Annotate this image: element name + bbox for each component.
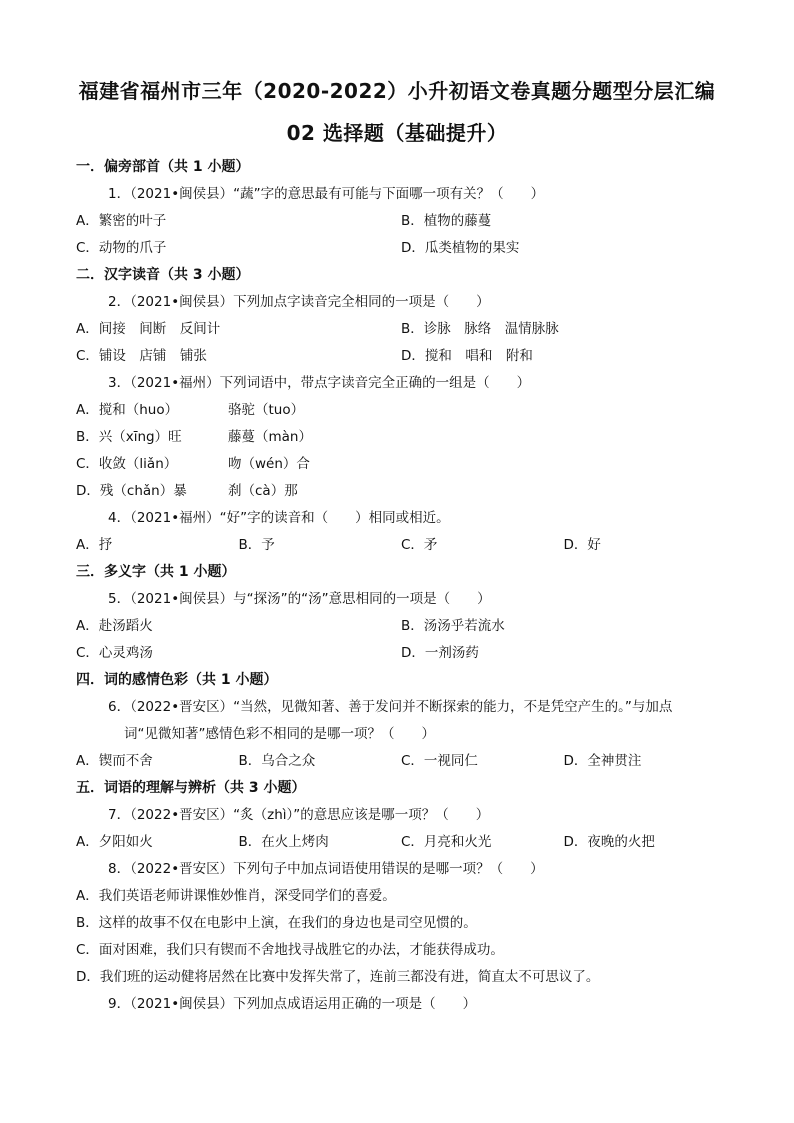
option-b-word1: B．兴（xīng）旺	[76, 429, 182, 445]
option-b: B．植物的藤蔓	[401, 213, 492, 229]
option-d: D．好	[563, 537, 601, 553]
option-d: D．一剂汤药	[401, 645, 479, 661]
question-5-options-row1	[76, 613, 726, 640]
question-8-option-b: B．这样的故事不仅在电影中上演，在我们的身边也是司空见惯的。	[76, 915, 477, 931]
option-a-word2: 骆驼（tuo）	[228, 402, 305, 418]
question-2-stem: 2．（2021•闽侯县）下列加点字读音完全相同的一项是（ ）	[108, 294, 490, 310]
option-a: A．锲而不舍	[76, 753, 153, 769]
option-d: D．瓜类植物的果实	[401, 240, 520, 256]
document-title-line1: 福建省福州市三年（2020-2022）小升初语文卷真题分题型分层汇编	[78, 79, 716, 103]
question-5-stem: 5．（2021•闽侯县）与“探汤”的“汤”意思相同的一项是（ ）	[108, 591, 491, 607]
document-title-line2: 02 选择题（基础提升）	[286, 121, 508, 145]
option-c-word2: 吻（wén）合	[228, 456, 310, 472]
question-6-stem-line2: 词“见微知著”感情色彩不相同的是哪一项？（ ）	[124, 726, 435, 742]
option-d: D．搅和 唱和 附和	[401, 348, 533, 364]
question-2-options-row1	[76, 316, 726, 343]
question-2-options-row2	[76, 343, 726, 370]
option-d: D．夜晚的火把	[563, 834, 655, 850]
option-b: B．乌合之众	[238, 753, 316, 769]
option-b: B．在火上烤肉	[238, 834, 329, 850]
question-3-option-c	[76, 451, 726, 478]
option-b: B．汤汤乎若流水	[401, 618, 505, 634]
section-heading-radicals: 一．偏旁部首（共 1 小题）	[76, 159, 250, 175]
option-c: C．铺设 店铺 铺张	[76, 348, 207, 364]
question-8-option-d: D．我们班的运动健将居然在比赛中发挥失常了，连前三都没有进，简直太不可思议了。	[76, 969, 600, 985]
question-6-options	[76, 748, 726, 775]
option-c: C．一视同仁	[401, 753, 478, 769]
section-heading-word-analysis: 五．词语的理解与辨析（共 3 小题）	[76, 780, 306, 796]
option-c-word1: C．收敛（liǎn）	[76, 456, 178, 472]
option-a: A．繁密的叶子	[76, 213, 167, 229]
option-c: C．动物的爪子	[76, 240, 167, 256]
question-7-stem: 7．（2022•晋安区）“炙（zhì）”的意思应该是哪一项？（ ）	[108, 807, 490, 823]
question-4-stem: 4．（2021•福州）“好”字的读音和（ ）相同或相近。	[108, 510, 450, 526]
option-c: C．月亮和火光	[401, 834, 492, 850]
option-c: C．心灵鸡汤	[76, 645, 153, 661]
question-1-stem: 1．（2021•闽侯县）“蔬”字的意思最有可能与下面哪一项有关？（ ）	[108, 186, 545, 202]
question-3-stem: 3．（2021•福州）下列词语中，带点字读音完全正确的一组是（ ）	[108, 375, 531, 391]
option-a: A．赴汤蹈火	[76, 618, 153, 634]
question-1-options-row1	[76, 208, 726, 235]
option-d-word1: D．残（chǎn）暴	[76, 483, 187, 499]
option-a-word1: A．搅和（huo）	[76, 402, 179, 418]
question-5-options-row2	[76, 640, 726, 667]
question-6-stem-line1: 6．（2022•晋安区）“当然，见微知著、善于发问并不断探索的能力，不是凭空产生的。”与加点	[108, 699, 673, 715]
question-3-option-b	[76, 424, 726, 451]
option-a: A．间接 间断 反间计	[76, 321, 221, 337]
question-9-stem: 9．（2021•闽侯县）下列加点成语运用正确的一项是（ ）	[108, 996, 477, 1012]
question-8-option-c: C．面对困难，我们只有锲而不舍地找寻战胜它的办法，才能获得成功。	[76, 942, 504, 958]
section-heading-pronunciation: 二．汉字读音（共 3 小题）	[76, 267, 250, 283]
section-heading-polysemy: 三．多义字（共 1 小题）	[76, 564, 236, 580]
question-3-option-a	[76, 397, 726, 424]
option-a: A．抒	[76, 537, 113, 553]
question-8-option-a: A．我们英语老师讲课惟妙惟肖，深受同学们的喜爱。	[76, 888, 396, 904]
question-8-stem: 8．（2022•晋安区）下列句子中加点词语使用错误的是哪一项？（ ）	[108, 861, 544, 877]
question-4-options	[76, 532, 726, 559]
section-heading-word-sentiment: 四．词的感情色彩（共 1 小题）	[76, 672, 278, 688]
option-b: B．予	[238, 537, 275, 553]
option-c: C．矛	[401, 537, 438, 553]
question-content	[76, 154, 726, 1018]
question-3-option-d	[76, 478, 726, 505]
question-1-options-row2	[76, 235, 726, 262]
option-a: A．夕阳如火	[76, 834, 153, 850]
option-b: B．诊脉 脉络 温情脉脉	[401, 321, 559, 337]
option-d: D．全神贯注	[563, 753, 642, 769]
option-b-word2: 藤蔓（màn）	[228, 429, 312, 445]
option-d-word2: 刹（cà）那	[228, 483, 298, 499]
question-7-options	[76, 829, 726, 856]
